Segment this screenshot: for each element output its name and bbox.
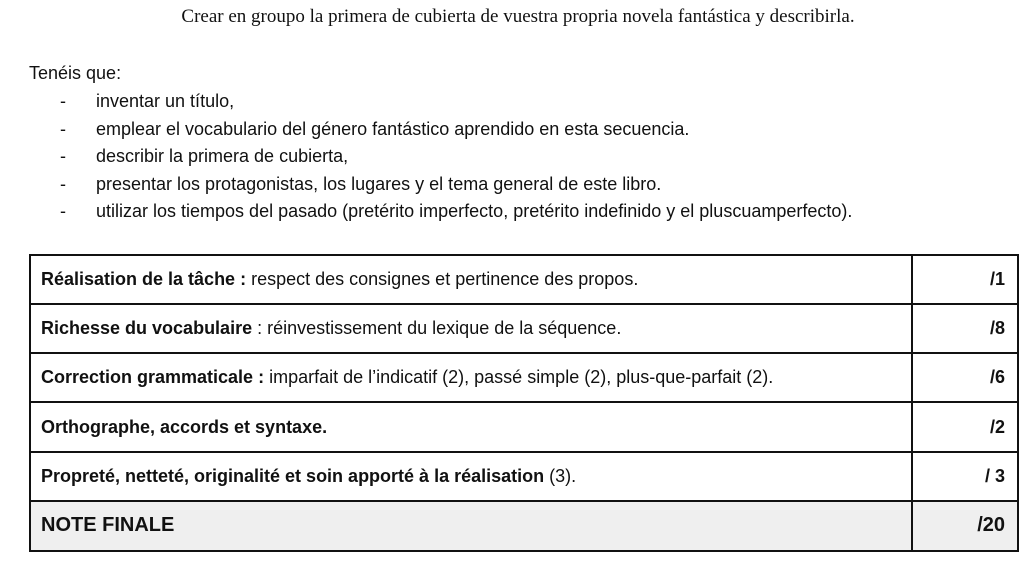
grading-rubric-table [29,254,1019,552]
rubric-row [30,353,1018,402]
criterion-score: /6 [912,353,1018,402]
criterion-description: respect des consignes et pertinence des propos. [246,269,639,290]
criterion-description: imparfait de l’indicatif (2), passé simple (2), plus-que-parfait (2). [264,367,774,388]
task-item [29,198,852,226]
rubric-row [30,255,1018,304]
rubric-row [30,452,1018,501]
criterion-title: Orthographe, accords et syntaxe. [41,416,328,437]
final-grade-label: NOTE FINALE [30,501,912,551]
task-item [29,88,852,116]
bullet-dash: - [60,91,66,111]
task-text: utilizar los tiempos del pasado (pretérito imperfecto, pretérito indefinido y el pluscuamperfecto). [96,201,853,222]
criterion-cell [30,304,912,353]
final-grade-score: /20 [912,501,1018,551]
rubric-row [30,304,1018,353]
criterion-score: /2 [912,402,1018,451]
bullet-dash: - [60,146,66,167]
criterion-description: : réinvestissement du lexique de la séquence. [252,318,622,339]
rubric-row [30,402,1018,451]
task-text: inventar un título, [96,91,235,111]
task-item [29,143,852,171]
criterion-score: / 3 [912,452,1018,501]
task-list [29,88,852,226]
intro-instruction: Crear en groupo la primera de cubierta de vuestra propria novela fantástica y describirla. [181,6,855,27]
task-item [29,116,852,144]
criterion-title: Réalisation de la tâche : [41,269,247,290]
task-item [29,171,852,199]
criterion-title: Propreté, netteté, originalité et soin apporté à la réalisation [41,465,545,486]
task-text: describir la primera de cubierta, [96,146,349,167]
criterion-description: (3). [544,465,577,486]
criterion-score: /8 [912,304,1018,353]
criterion-cell [30,255,912,304]
criterion-cell [30,353,912,402]
criterion-title: Correction grammaticale : [41,367,265,388]
tasks-lead: Tenéis que: [29,63,122,83]
criterion-cell [30,452,912,501]
task-text: presentar los protagonistas, los lugares y el tema general de este libro. [96,173,662,194]
bullet-dash: - [60,201,66,222]
bullet-dash: - [60,118,66,139]
final-grade-row [30,501,1018,551]
criterion-title: Richesse du vocabulaire [41,318,253,339]
task-text: emplear el vocabulario del género fantástico aprendido en esta secuencia. [96,118,690,139]
criterion-score: /1 [912,255,1018,304]
bullet-dash: - [60,173,66,194]
criterion-cell [30,402,912,451]
